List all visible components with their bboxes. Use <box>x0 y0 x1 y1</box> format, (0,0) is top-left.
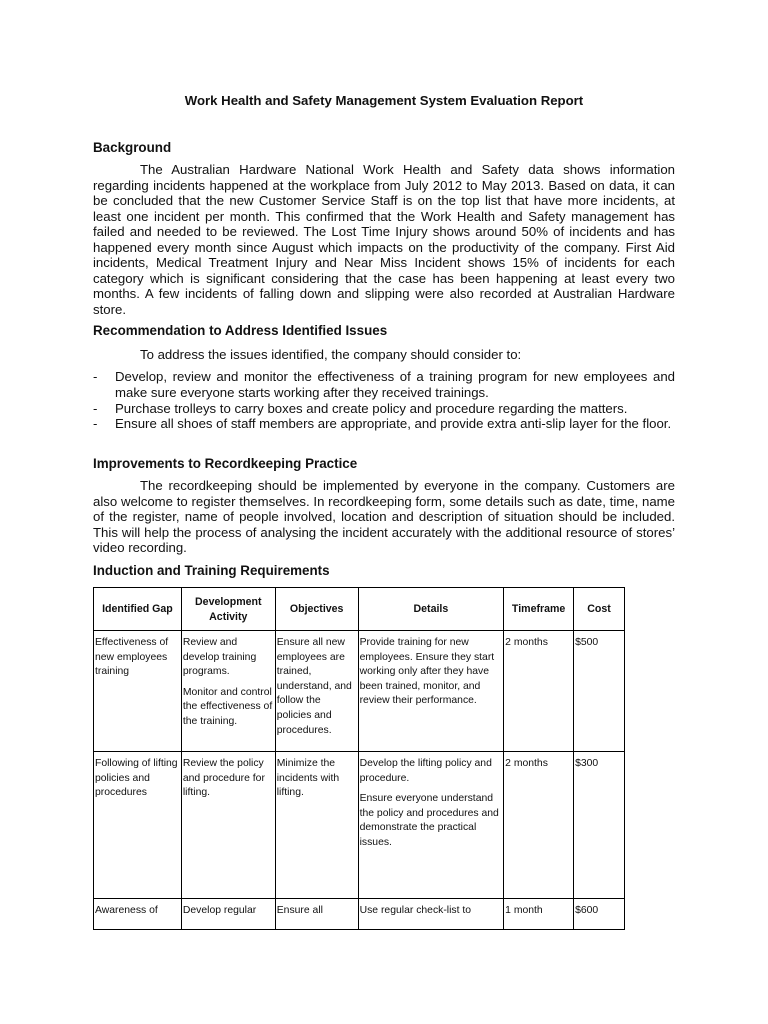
objectives-cell: Minimize the incidents with lifting. <box>275 752 358 899</box>
objectives-cell: Ensure all new employees are trained, understand, and follow the policies and procedures. <box>275 631 358 752</box>
timeframe-cell: 1 month <box>504 899 574 930</box>
column-header: Objectives <box>275 588 358 631</box>
details-cell <box>358 631 504 752</box>
training-requirements-table <box>93 587 625 930</box>
list-item <box>93 369 675 401</box>
table-row <box>94 899 625 930</box>
activity-line: Monitor and control the effectiveness of the training. <box>182 686 273 727</box>
report-title: Work Health and Safety Management System Evaluation Report <box>184 93 584 108</box>
table-row <box>94 752 625 899</box>
recommendation-heading: Recommendation to Address Identified Issues <box>93 323 388 338</box>
background-text: The Australian Hardware National Work Health and Safety data shows information regarding incidents happened at the workplace from July 2012 to May 2013. Based on data, it can be concluded that the new Customer Service Staff is on the top list that have more incidents, at least one incident per month. This confirmed that the Work Health and Safety management has failed and needed to be reviewed. The Lost Time Injury shows around 50% of incidents and has happened every month since August which impacts on the productivity of the company. First Aid incidents, Medical Treatment Injury and Near Miss Incident shows 15% of incidents for each category which is significant considering that the case has been happening at least every two months. A few incidents of falling down and slipping were also recorded at Australian Hardware store. <box>93 162 675 317</box>
bullet-marker: - <box>93 369 98 384</box>
activity-line: Develop regular <box>182 905 257 916</box>
cost-cell: $500 <box>574 631 625 752</box>
activity-line: Review and develop training programs. <box>182 637 257 678</box>
activity-line: Review the policy and procedure for lifting. <box>182 758 265 799</box>
column-header: Development Activity <box>181 588 275 631</box>
timeframe-cell: 2 months <box>504 631 574 752</box>
column-header: Cost <box>574 588 625 631</box>
list-item-text: Ensure all shoes of staff members are appropriate, and provide extra anti-slip layer for the floor. <box>115 416 672 432</box>
gap-cell: Following of lifting policies and procedures <box>94 752 182 899</box>
bullet-marker: - <box>93 400 98 416</box>
recordkeeping-heading: Improvements to Recordkeeping Practice <box>93 456 358 471</box>
details-cell <box>358 752 504 899</box>
induction-heading: Induction and Training Requirements <box>93 563 330 578</box>
recommendation-intro: To address the issues identified, the company should consider to: <box>140 347 522 362</box>
cost-cell: $600 <box>574 899 625 930</box>
list-item-text: Develop, review and monitor the effectiveness of a training program for new employees and make sure everyone starts working after they received trainings. <box>115 369 675 400</box>
list-item <box>93 401 675 417</box>
cost-cell: $300 <box>574 752 625 899</box>
details-line: Use regular check-list to <box>359 905 472 916</box>
details-line: Develop the lifting policy and procedure. <box>359 758 492 784</box>
list-item <box>93 416 675 432</box>
gap-cell: Awareness of <box>94 899 182 930</box>
recommendation-list <box>93 369 675 432</box>
recordkeeping-text: The recordkeeping should be implemented by everyone in the company. Customers are also welcome to register themselves. In recordkeeping form, some details such as date, time, name of the register, name of people involved, location and description of situation should be included. This will help the process of analysing the incident accurately with the additional resource of stores’ video recording. <box>93 478 675 555</box>
activity-cell <box>181 752 275 899</box>
details-line: Provide training for new employees. Ensure they start working only after they have been trained, monitor, and review their performance. <box>359 637 495 707</box>
bullet-marker: - <box>93 416 98 432</box>
column-header: Timeframe <box>504 588 574 631</box>
details-line: Ensure everyone understand the policy and procedures and demonstrate the practical issues. <box>359 793 499 848</box>
background-heading: Background <box>93 140 172 155</box>
timeframe-cell: 2 months <box>504 752 574 899</box>
recordkeeping-paragraph <box>93 478 675 556</box>
list-item-text: Purchase trolleys to carry boxes and create policy and procedure regarding the matters. <box>115 400 628 416</box>
gap-cell: Effectiveness of new employees training <box>94 631 182 752</box>
column-header: Details <box>358 588 504 631</box>
recommendation-intro-paragraph <box>93 347 675 363</box>
table-header-row <box>94 588 625 631</box>
activity-cell <box>181 899 275 930</box>
activity-cell <box>181 631 275 752</box>
column-header: Identified Gap <box>94 588 182 631</box>
details-cell <box>358 899 504 930</box>
objectives-cell: Ensure all <box>275 899 358 930</box>
table-row <box>94 631 625 752</box>
background-paragraph <box>93 162 675 317</box>
